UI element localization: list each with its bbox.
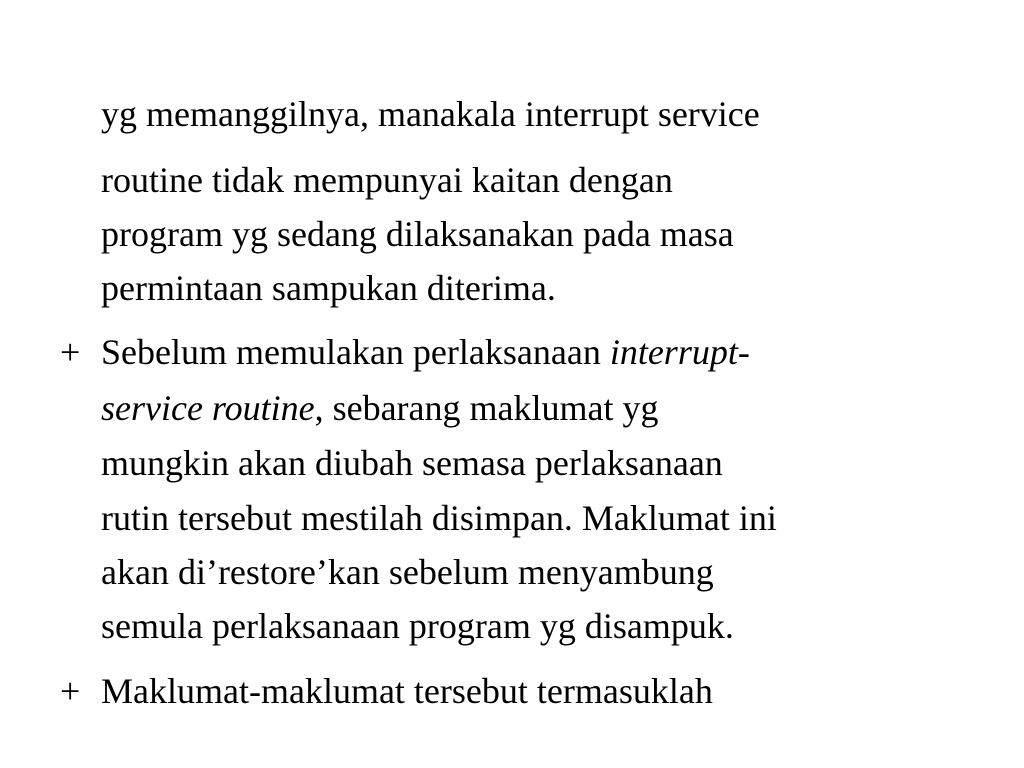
paragraph-1-line-4: permintaan sampukan diterima. [101,268,556,308]
paragraph-3-line-1: Maklumat-maklumat tersebut termasuklah [101,671,713,711]
paragraph-1-line-1: yg memanggilnya, manakala interrupt service [101,94,760,134]
paragraph-1-line-2: routine tidak mempunyai kaitan dengan [101,160,673,200]
paragraph-2-line-1-text: Sebelum memulakan perlaksanaan [101,332,610,372]
paragraph-2-line-2-italic: service routine [101,388,315,428]
paragraph-2-line-2-text: , sebarang maklumat yg [314,388,659,428]
bullet-2: + [60,332,81,372]
paragraph-2-line-5: akan di’restore’kan sebelum menyambung [101,552,714,592]
paragraph-2-line-4: rutin tersebut mestilah disimpan. Maklumat ini [101,498,777,538]
paragraph-2-line-1 [101,332,750,372]
paragraph-2-line-2 [101,388,659,428]
paragraph-2-line-6: semula perlaksanaan program yg disampuk. [101,606,734,646]
paragraph-2-line-1-italic: interrupt- [609,332,750,372]
paragraph-1-line-3: program yg sedang dilaksanakan pada masa [101,214,734,254]
bullet-3: + [60,671,81,711]
paragraph-2-line-3: mungkin akan diubah semasa perlaksanaan [101,443,723,483]
